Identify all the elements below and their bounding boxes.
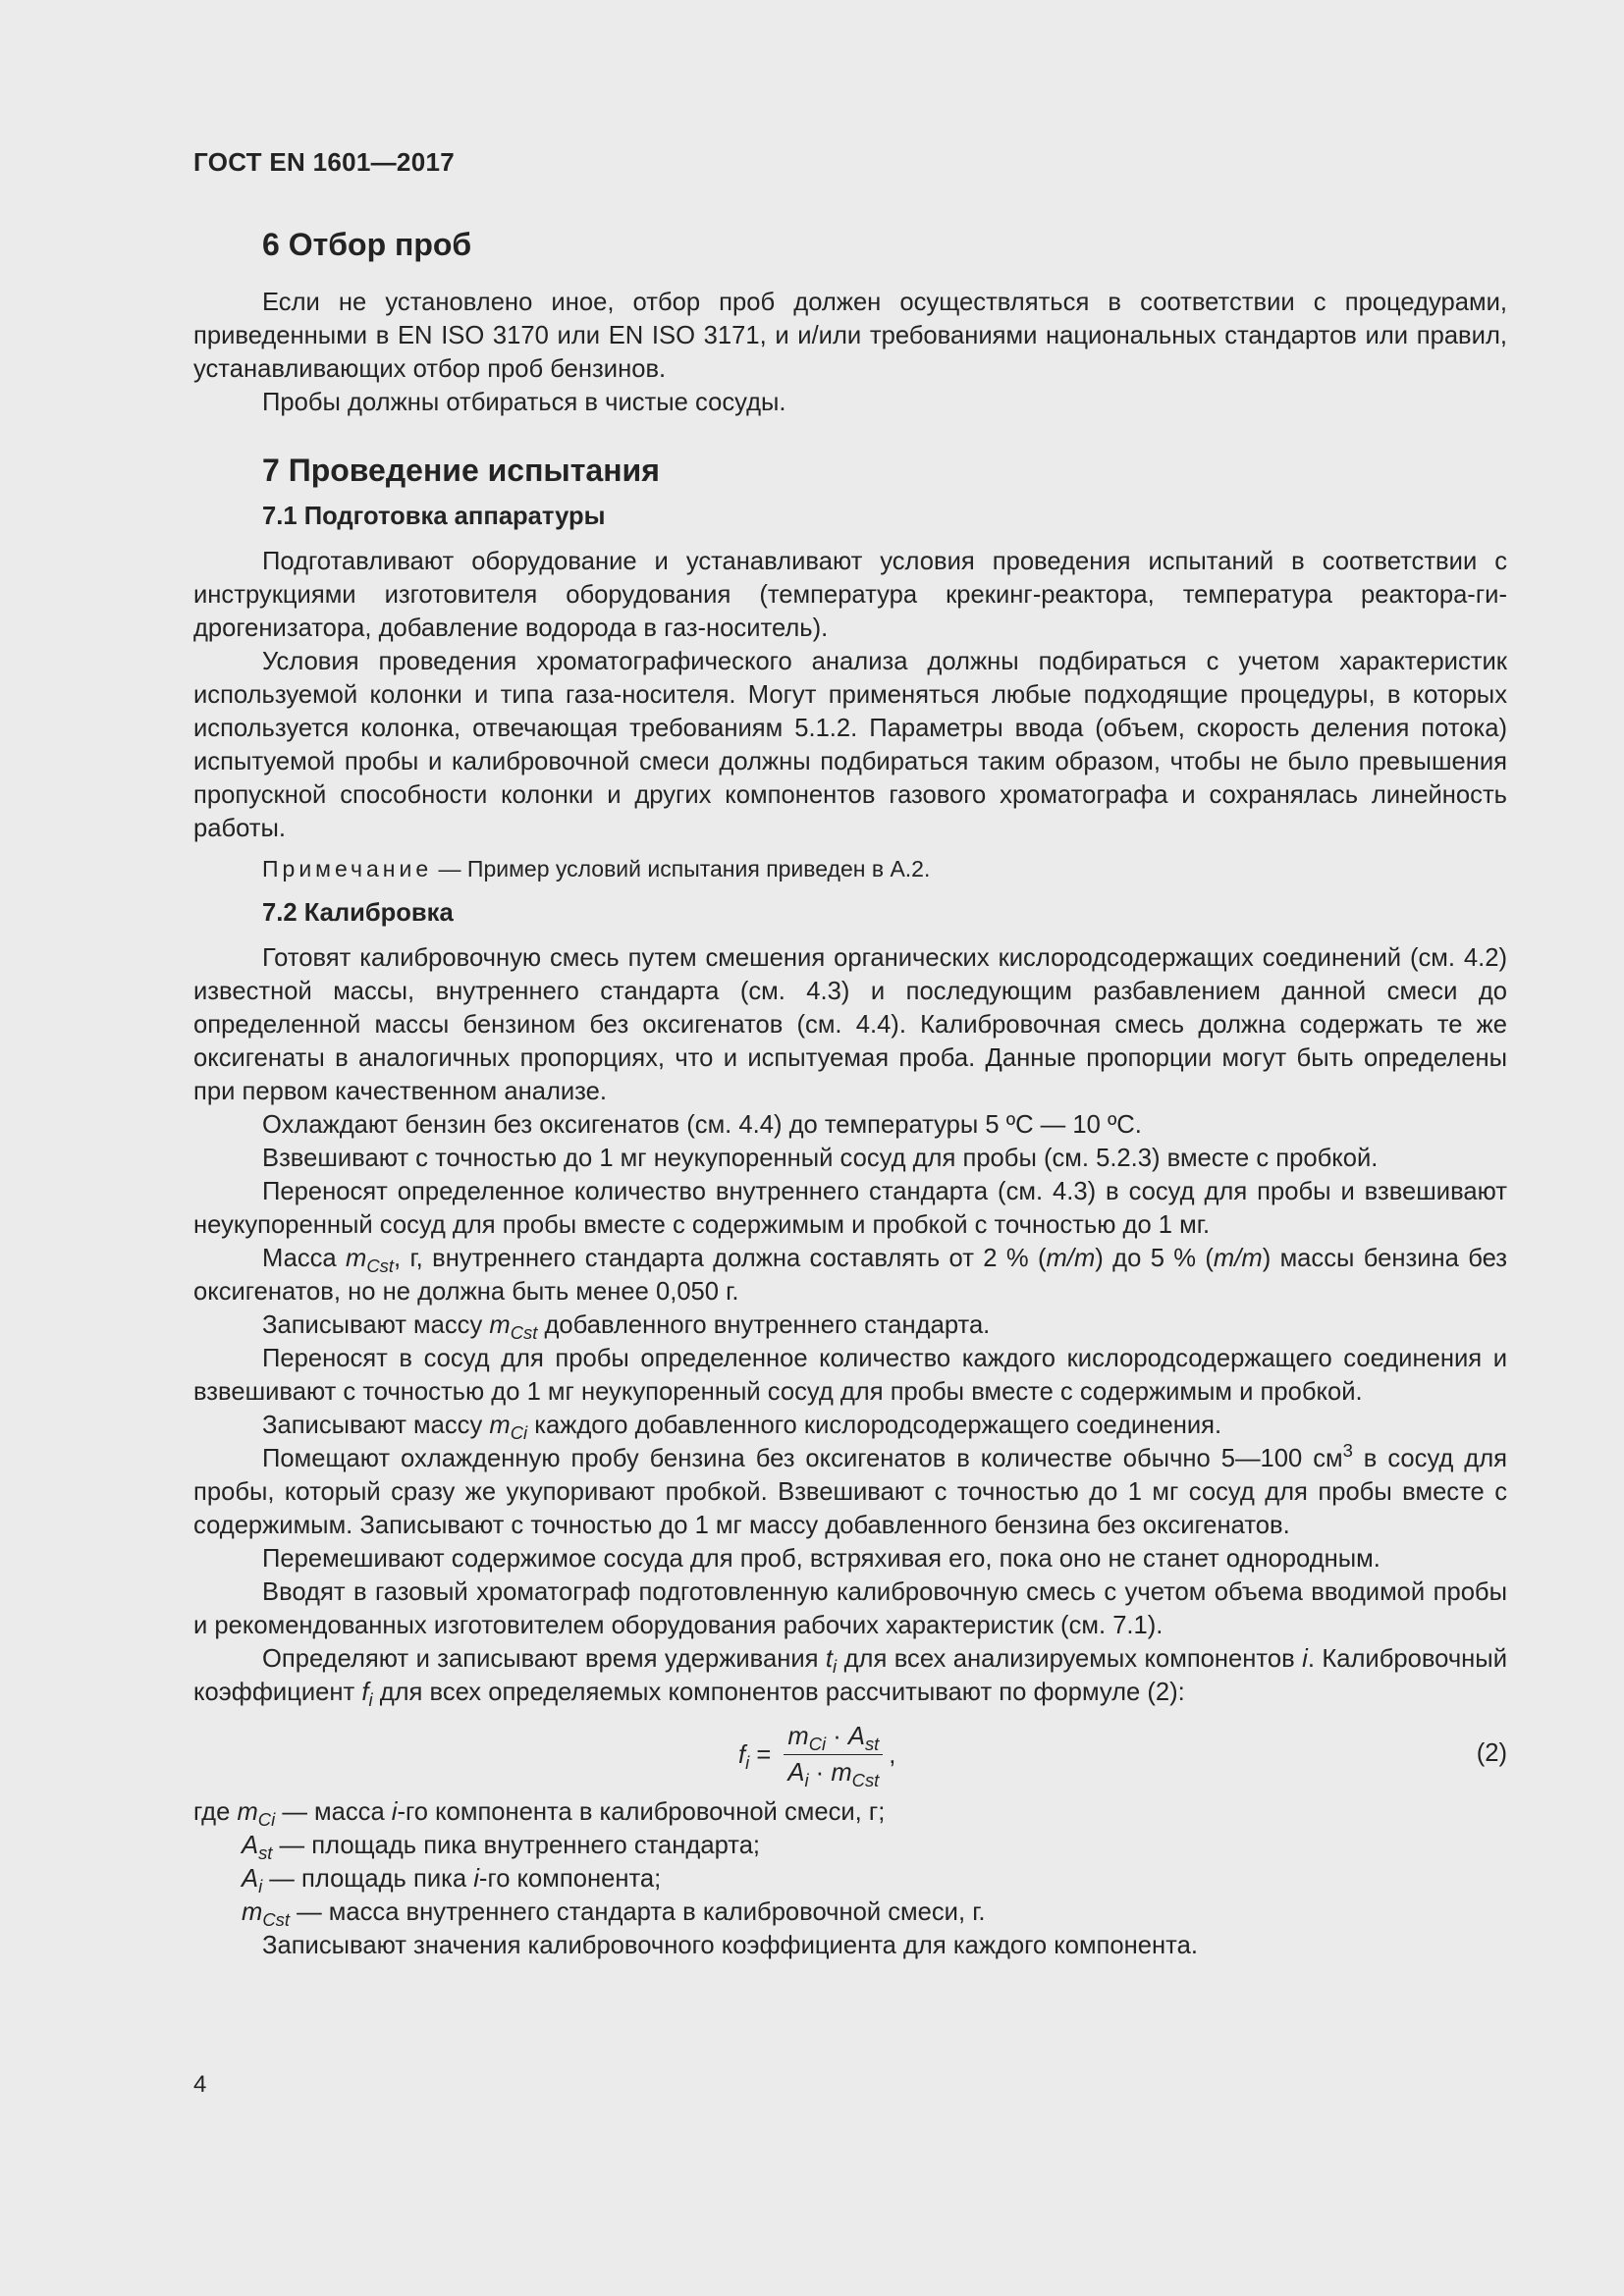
section-7-2-paragraph-13: Записывают значения калибровочного коэффициента для каждого компонента. xyxy=(262,1932,1198,1959)
section-6-title: 6 Отбор проб xyxy=(262,227,472,262)
text-run: ) массы бензина без оксигенатов, но не должна быть менее 0,050 г. xyxy=(193,1245,1508,1306)
unit-m-m: m/m xyxy=(1213,1245,1263,1272)
symbol-i: i xyxy=(1302,1645,1308,1673)
document-body xyxy=(193,221,1507,1962)
legend-text: — масса xyxy=(275,1798,392,1826)
legend-italic: i xyxy=(473,1865,479,1893)
legend-item xyxy=(193,1795,1507,1829)
multiply-dot: · xyxy=(826,1723,848,1750)
section-7-1-note xyxy=(193,853,1507,884)
section-7-2-paragraph-3: Взвешивают с точностью до 1 мг неукупоренный сосуд для пробы (см. 5.2.3) вместе с пробкой. xyxy=(262,1145,1379,1172)
section-7-1-paragraph-1: Подготавливают оборудование и устанавливают условия проведения испытаний в соответствии с инструкциями изготовителя оборудования (температура крекинг-реактора, температура реактора-гидрогенизатора, добавление водорода в газ-носитель). xyxy=(193,548,1507,642)
equals-sign: = xyxy=(749,1740,779,1769)
text-run: Записывают массу xyxy=(262,1311,490,1339)
symbol-m: m xyxy=(346,1245,367,1272)
superscript-3: 3 xyxy=(1342,1440,1353,1461)
legend-symbol: A xyxy=(242,1865,259,1893)
formula-2 xyxy=(193,1715,1507,1793)
legend-item xyxy=(193,1829,1507,1862)
symbol-m: m xyxy=(831,1759,852,1787)
formula-legend xyxy=(193,1795,1507,1929)
legend-symbol: m xyxy=(237,1798,258,1826)
symbol-t: t xyxy=(825,1645,834,1673)
formula-comma: , xyxy=(889,1740,896,1769)
symbol-m: m xyxy=(787,1723,809,1750)
legend-subscript: st xyxy=(258,1842,273,1863)
fraction-denominator xyxy=(784,1755,883,1789)
legend-item xyxy=(193,1862,1507,1896)
text-run: для всех определяемых компонентов рассчитывают по формуле (2): xyxy=(372,1679,1185,1706)
fraction-numerator xyxy=(784,1721,883,1755)
formula-expression xyxy=(738,1721,895,1789)
symbol-a: A xyxy=(847,1723,865,1750)
formula-lhs xyxy=(738,1738,749,1772)
legend-item xyxy=(193,1896,1507,1929)
subscript-i: i xyxy=(745,1751,750,1773)
subscript-i: i xyxy=(833,1656,838,1677)
section-7-2-paragraph-11: Вводят в газовый хроматограф подготовленную калибровочную смесь с учетом объема вводимой пробы и рекомендованных изготовителем оборудования рабочих характеристик (см. 7.1). xyxy=(193,1578,1507,1639)
section-7-1-title: 7.1 Подготовка аппаратуры xyxy=(262,503,606,530)
legend-italic: i xyxy=(391,1798,398,1826)
legend-symbol: m xyxy=(242,1898,263,1926)
section-7-2-paragraph-6 xyxy=(193,1308,1507,1342)
legend-text: -го компонента в калибровочной смеси, г; xyxy=(397,1798,886,1826)
text-run: для всех анализируемых компонентов xyxy=(837,1645,1303,1673)
text-run: добавленного внутреннего стандарта. xyxy=(537,1311,991,1339)
subscript-i: i xyxy=(804,1770,809,1790)
subscript-ci: Ci xyxy=(510,1422,528,1443)
legend-text: -го компонента; xyxy=(478,1865,662,1893)
text-run: Масса xyxy=(262,1245,347,1272)
note-label: Примечание xyxy=(262,856,433,881)
legend-text: — площадь пика xyxy=(262,1865,474,1893)
subscript-cst: Cst xyxy=(366,1255,394,1276)
subscript-cst: Cst xyxy=(851,1770,880,1790)
page-number: 4 xyxy=(193,2071,207,2098)
legend-text: — площадь пика внутреннего стандарта; xyxy=(272,1832,761,1859)
subscript-i: i xyxy=(368,1689,373,1710)
section-7-2-title: 7.2 Калибровка xyxy=(262,899,454,927)
section-7-1-paragraph-2: Условия проведения хроматографического анализа должны подбираться с учетом характеристик используемой колонки и типа газа-носителя. Могут применяться любые подходящие процедуры, в которых используется колонка, отвечающая требованиям 5.1.2. Параметры ввода (объем, скорость деления потока) испытуемой пробы и калибровочной смеси должны подбираться таким образом, чтобы не было превышения пропускной способности колонки и других компонентов газового хроматографа и сохранялась линейность работы. xyxy=(193,648,1507,842)
text-run: Записывают массу xyxy=(262,1412,490,1439)
section-6-paragraph-2: Пробы должны отбираться в чистые сосуды. xyxy=(262,389,786,416)
formula-fraction xyxy=(784,1721,883,1789)
section-7-2-paragraph-7: Переносят в сосуд для пробы определенное количество каждого кислородсодержащего соединения и взвешивают с точностью до 1 мг неукупоренный сосуд для пробы вместе с содержимым и пробкой. xyxy=(193,1345,1507,1406)
unit-m-m: m/m xyxy=(1046,1245,1096,1272)
section-6-paragraph-1: Если не установлено иное, отбор проб должен осуществляться в соответствии с процедурами, приведенными в EN ISO 3170 или EN ISO 3171, и и/или требованиями национальных стандартов или правил, устанавливающих отбор проб бензинов. xyxy=(193,289,1507,383)
text-run: каждого добавленного кислородсодержащего соединения. xyxy=(527,1412,1222,1439)
section-7-2-paragraph-9 xyxy=(193,1442,1507,1542)
symbol-a: A xyxy=(787,1759,805,1787)
section-7-2-paragraph-5 xyxy=(193,1242,1507,1308)
legend-subscript: Cst xyxy=(262,1909,290,1930)
text-run: , г, внутреннего стандарта должна составлять от 2 % ( xyxy=(394,1245,1047,1272)
section-7-2-paragraph-4: Переносят определенное количество внутреннего стандарта (см. 4.3) в сосуд для пробы и взвешивают неукупоренный сосуд для пробы вместе с содержимым и пробкой с точностью до 1 мг. xyxy=(193,1178,1507,1239)
text-run: . Калибровочный коэффициент xyxy=(193,1645,1507,1706)
note-text: — Пример условий испытания приведен в А.2. xyxy=(432,856,931,881)
section-7-2-paragraph-8 xyxy=(193,1409,1507,1442)
page-header-standard-id: ГОСТ EN 1601—2017 xyxy=(193,147,455,177)
section-7-2-paragraph-1: Готовят калибровочную смесь путем смешения органических кислородсодержащих соединений (см. 4.2) известной массы, внутреннего стандарта (см. 4.3) и последующим разбавлением данной смеси до определенной массы бензином без оксигенатов (см. 4.4). Калибровочная смесь должна содержать те же оксигенаты в аналогичных пропорциях, что и испытуемая проба. Данные пропорции могут быть определены при первом качественном анализе. xyxy=(193,944,1507,1105)
legend-text: — масса внутреннего стандарта в калибровочной смеси, г. xyxy=(289,1898,986,1926)
section-7-title: 7 Проведение испытания xyxy=(262,453,660,488)
text-run: Определяют и записывают время удерживания xyxy=(262,1645,826,1673)
symbol-f: f xyxy=(738,1740,746,1769)
equation-number: (2) xyxy=(1476,1739,1507,1767)
text-run: ) до 5 % ( xyxy=(1095,1245,1214,1272)
text-run: Помещают охлажденную пробу бензина без оксигенатов в количестве обычно 5—100 см xyxy=(262,1445,1343,1472)
multiply-dot: · xyxy=(808,1759,832,1787)
subscript-cst: Cst xyxy=(510,1322,538,1343)
symbol-m: m xyxy=(489,1412,511,1439)
text-run: в сосуд для пробы, который сразу же укупоривают пробкой. Взвешивают с точностью до 1 мг сосуд для пробы вместе с содержимым. Записывают с точностью до 1 мг массу добавленного бензина без оксигенатов. xyxy=(193,1445,1508,1539)
legend-intro: где xyxy=(193,1798,238,1826)
section-7-2-paragraph-12 xyxy=(193,1642,1507,1709)
subscript-st: st xyxy=(864,1734,880,1754)
legend-subscript: i xyxy=(258,1876,263,1896)
symbol-m: m xyxy=(489,1311,511,1339)
subscript-ci: Ci xyxy=(808,1734,827,1754)
section-7-2-paragraph-10: Перемешивают содержимое сосуда для проб, встряхивая его, пока оно не станет однородным. xyxy=(262,1545,1380,1573)
legend-subscript: Ci xyxy=(257,1809,276,1830)
symbol-f: f xyxy=(361,1679,369,1706)
section-7-2-paragraph-2: Охлаждают бензин без оксигенатов (см. 4.4) до температуры 5 ºС — 10 ºС. xyxy=(262,1111,1142,1139)
legend-symbol: A xyxy=(242,1832,259,1859)
